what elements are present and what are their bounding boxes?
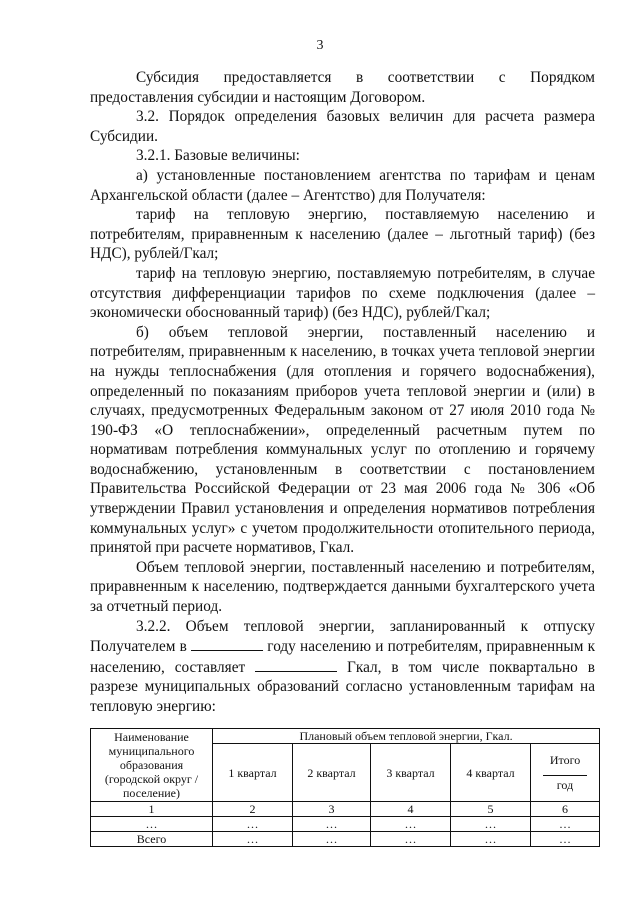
table-cell: Всего — [91, 832, 213, 847]
paragraph: тариф на тепловую энергию, поставляемую потребителям, в случае отсутствия дифференциации тарифов по схеме подключения (далее – экономически обоснованный тариф) (без НДС), рублей/Гкал; — [90, 264, 595, 322]
table-cell: … — [293, 832, 371, 847]
paragraph-text: году населению и потребителям, приравненным к населению, составляет — [90, 638, 596, 676]
table-cell: … — [451, 832, 531, 847]
paragraph: а) установленные постановлением агентства по тарифам и ценам Архангельской области (далее – Агентство) для Получателя: — [90, 166, 595, 204]
table-cell: … — [213, 817, 293, 832]
paragraph: тариф на тепловую энергию, поставляемую населению и потребителям, приравненным к населению (далее – льготный тариф) (без НДС), рублей/Гкал; — [90, 206, 595, 263]
paragraph: Объем тепловой энергии, поставленный населению и потребителям, приравненным к населению, подтверждается данными бухгалтерского учета за отчетный период. — [90, 558, 595, 616]
itogo-label: Итого — [549, 753, 581, 767]
year-blank — [191, 636, 263, 651]
paragraph: 3.2.1. Базовые величины: — [136, 147, 300, 165]
table-cell: … — [371, 817, 451, 832]
document-body — [90, 68, 595, 717]
paragraph: б) объем тепловой энергии, поставленный населению и потребителям, приравненным к населению, в точках учета тепловой энергии на нужды теплоснабжения (для отопления и горячего водоснабжения), определенный по показаниям приборов учета тепловой энергии и (или) в случаях, предусмотренных Федеральным законом от 27 июля 2010 года № 190-ФЗ «О теплоснабжении», определенный расчетным путем по нормативам потребления коммунальных услуг по отоплению и горячему водоснабжению, установленным в соответствии с постановлением Правительства Российской Федерации от 23 мая 2006 года № 306 «Об утверждении Правил установления и определения нормативов потребления коммунальных услуг» с учетом продолжительности отопительного периода, принятой при расчете нормативов, Гкал. — [90, 323, 595, 557]
table-cell: … — [293, 817, 371, 832]
table-cell: 2 — [213, 802, 293, 817]
page-number: 3 — [316, 38, 324, 53]
table-cell: … — [531, 817, 600, 832]
paragraph-text: Гкал, в том числе поквартально в разрезе муниципальных образований согласно установленным тарифам на тепловую энергию: — [90, 658, 595, 715]
table-row-total — [91, 832, 600, 847]
volume-blank — [255, 657, 337, 672]
table-row — [91, 817, 600, 832]
plan-table — [90, 728, 600, 847]
paragraph-3-2-2 — [90, 617, 595, 717]
header-quarter-2: 2 квартал — [293, 744, 371, 802]
header-quarter-1: 1 квартал — [213, 744, 293, 802]
paragraph: Субсидия предоставляется в соответствии с Порядком предоставления субсидии и настоящим Договором. — [90, 69, 595, 106]
paragraph: 3.2. Порядок определения базовых величин для расчета размера Субсидии. — [90, 108, 595, 145]
header-quarter-3: 3 квартал — [371, 744, 451, 802]
table-cell: 4 — [371, 802, 451, 817]
table-cell: … — [213, 832, 293, 847]
table-cell: 3 — [293, 802, 371, 817]
table-cell: 6 — [531, 802, 600, 817]
table-cell: … — [91, 817, 213, 832]
paragraph-text: 3.2.2. Объем тепловой энергии, запланированный к отпуску Получателем в — [90, 617, 595, 656]
table-cell: … — [371, 832, 451, 847]
header-planned-volume: Плановый объем тепловой энергии, Гкал. — [213, 729, 600, 744]
table-row — [91, 802, 600, 817]
table-cell: 1 — [91, 802, 213, 817]
header-itogo — [531, 744, 600, 802]
itogo-year: год — [543, 775, 587, 792]
table-cell: 5 — [451, 802, 531, 817]
table-cell: … — [531, 832, 600, 847]
header-quarter-4: 4 квартал — [451, 744, 531, 802]
header-municipality: Наименование муниципального образования (городской округ / поселение) — [91, 729, 213, 802]
table-cell: … — [451, 817, 531, 832]
